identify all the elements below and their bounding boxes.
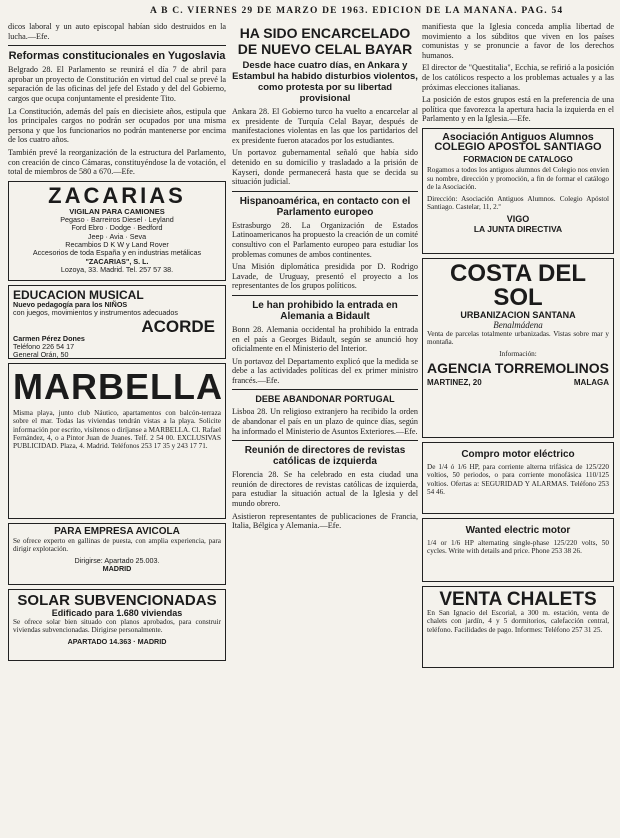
costa-address-row <box>427 378 609 387</box>
article-reformas-p2: La Constitución, además del país en diecisiete años, estipula que los principales cargos no podrán ser ocupados por una misma persona y que los funcionarios no podrán mantenerse por encima de los cuatro años. <box>8 106 226 145</box>
ad-wanted-motor <box>422 518 614 582</box>
solar-text: Se ofrece solar bien situado con planos aprobados, para construir viviendas subvencionadas. Dirigirse personalmente. <box>13 617 221 635</box>
marbella-name: MARBELLA <box>13 365 223 407</box>
educacion-phone: Teléfono 226 54 17 <box>13 341 75 351</box>
costa-sub: URBANIZACION SANTANA <box>460 309 576 320</box>
article-hispano-p2: Una Misión diplomática presidida por D. Rodrigo Lavade, de Uruguay, presentó el proyecto a los representantes de los grupos políticos. <box>232 262 418 291</box>
costa-text: Venta de parcelas totalmente urbanizadas. Vistas sobre mar y montaña. <box>427 329 609 347</box>
asociacion-text: Rogamos a todos los antiguos alumnos del Colegio nos envíen su nombre, dirección y promoción, a fin de formar el catálogo de la Asociación. <box>427 166 609 192</box>
column-center <box>232 22 418 834</box>
headline-bidault: Le han prohibido la entrada en Alemania a Bidault <box>252 299 398 322</box>
divider <box>232 295 418 296</box>
headline-main: HA SIDO ENCARCELADO DE NUEVO CELAL BAYAR <box>237 25 413 57</box>
zacarias-line: Pegaso · Barreiros Diesel · Leyland <box>60 214 174 224</box>
costa-place: Benalmádena <box>493 319 543 330</box>
ad-asociacion <box>422 128 614 254</box>
top-fragment: dicos laboral y un auto episcopal habían sido destruidos en la lucha.—Efe. <box>8 22 226 41</box>
educacion-brand: ACORDE <box>141 316 215 336</box>
headline-portugal: DEBE ABANDONAR PORTUGAL <box>255 394 395 405</box>
wanted-title: Wanted electric motor <box>465 524 571 536</box>
educacion-line2: con juegos, movimientos y instrumentos adecuados <box>13 308 179 318</box>
deck-main: Desde hace cuatro días, en Ankara y Estambul ha habido disturbios violentos, como protesta por su libertad provisional <box>232 60 418 104</box>
costa-agency: AGENCIA TORREMOLINOS <box>427 360 610 377</box>
costa-city: MALAGA <box>573 378 609 388</box>
ad-avicola <box>8 523 226 585</box>
headline-hispanoamerica: Hispanoamérica, en contacto con el Parlamento europeo <box>239 195 411 218</box>
article-top-p2: El director de "Questitalia", Ecchia, se refirió a la posición de los católicos respecto a los problemas actuales y a las próximas elecciones italianas. <box>422 63 614 92</box>
article-portugal-p1: Lisboa 28. Un religioso extranjero ha recibido la orden de abandonar el país en un plazo de quince días, según ha informado el Ministerio de Asuntos Exteriores.—Efe. <box>232 407 418 436</box>
article-hispano-p1: Estrasburgo 28. La Organización de Estados Latinoamericanos ha propuesto la creación de un comité consultivo con el Parlamento europeo para estudiar los problemas comunes de ambos continentes. <box>232 220 418 259</box>
divider <box>232 440 418 441</box>
costa-addr: MARTINEZ, 20 <box>427 378 482 388</box>
solar-footer: APARTADO 14.363 · MADRID <box>67 636 167 646</box>
article-reformas-p3: También prevé la reorganización de la estructura del Parlamento, con creación de cinco Cámaras, constituyéndose la de votación, el total de miembros de 580 a 670.—Efe. <box>8 147 226 177</box>
chalets-text: En San Ignacio del Escorial, a 300 m. estación, venta de chalets con jardín, 4 y 5 dormitorios, calefacción central, teléfono. Facilidades de pago. Informes: Teléfono 257 31 25. <box>427 608 609 634</box>
article-bidault-p2: Un portavoz del Departamento explicó que la medida se debe a las actividades políticas del ex primer ministro francés.—Efe. <box>232 356 418 385</box>
divider <box>232 389 418 390</box>
solar-sub: Edificado para 1.680 viviendas <box>51 607 183 618</box>
compro-text: De 1/4 ó 1/6 HP, para corriente alterna trifásica de 125/220 voltios, 50 periodos, o para corriente monofásica 110/125 voltios. Ofertas a: SEGURIDAD Y ALARMAS. Teléfono 253 54 46. <box>427 462 609 497</box>
zacarias-name: ZACARIAS <box>48 182 186 208</box>
wanted-text: 1/4 or 1/6 HP alternating single-phase 125/220 volts, 50 cycles. Write with details and price. Phone 253 38 26. <box>427 538 609 556</box>
zacarias-company: "ZACARIAS", S. L. <box>85 256 149 266</box>
costa-info: Información: <box>499 349 537 358</box>
avicola-contact: Dirigirse: Apartado 25.003. <box>74 555 160 565</box>
ad-zacarias <box>8 181 226 281</box>
avicola-title: PARA EMPRESA AVICOLA <box>54 525 180 537</box>
avicola-city: MADRID <box>102 563 132 573</box>
costa-title: COSTA DEL SOL <box>450 259 586 311</box>
article-reunion-p1: Florencia 28. Se ha celebrado en esta ciudad una reunión de directores de revistas católicas de izquierda, para estudiar la situación actual de la Iglesia y del mundo obrero. <box>232 470 418 509</box>
zacarias-sub: VIGILAN PARA CAMIONES <box>69 206 165 216</box>
ad-compro-motor <box>422 442 614 514</box>
column-right <box>422 22 614 834</box>
compro-title: Compro motor eléctrico <box>461 448 575 460</box>
asociacion-dir: Dirección: Asociación Antiguos Alumnos. Colegio Apóstol Santiago. Castelar, 11, 2.º <box>427 194 609 212</box>
avicola-text: Se ofrece experto en gallinas de puesta, con amplia experiencia, para dirigir explotación. <box>13 536 221 554</box>
asociacion-sign: LA JUNTA DIRECTIVA <box>473 224 563 235</box>
ad-costa-del-sol <box>422 258 614 438</box>
article-main-p2: Un portavoz gubernamental señaló que había sido detenido en su domicilio y trasladado a la prisión de Kayseri, donde permanecerá hasta que se decida su situación judicial. <box>232 148 418 187</box>
ad-solar <box>8 589 226 661</box>
article-top-p3: La posición de estos grupos está en la preferencia de una política que favorezca la apertura hacia la izquierda en el Parlamento y en la Iglesia.—Efe. <box>422 95 614 124</box>
ad-educacion-musical <box>8 285 226 359</box>
chalets-title: VENTA CHALETS <box>439 588 597 610</box>
marbella-text: Misma playa, junto club Náutico, apartamentos con balcón-terraza sobre el mar. Todas las viviendas tendrán vistas a la playa. Solicite información por escrito, visítenos o diríjanse a MARBELLA. Cl. Rafael Fernández, 4, o a Pintor Juan de Juanes. Telf. 2 54 00. EXCLUSIVAS PUBLICIDAD. Plaza, 4. Madrid. Teléfonos 253 17 35 y 243 17 71. <box>13 408 221 451</box>
divider <box>232 191 418 192</box>
column-left <box>8 22 226 834</box>
masthead: A B C. VIERNES 29 DE MARZO DE 1963. EDICION DE LA MAÑANA. PAG. 54 <box>150 6 564 16</box>
educacion-address: General Orán, 50 <box>13 350 69 360</box>
asociacion-title2: COLEGIO APOSTOL SANTIAGO <box>434 141 602 154</box>
zacarias-line: Jeep · Avia · Seva <box>87 231 147 241</box>
zacarias-line: Recambios D K W y Land Rover <box>65 239 169 249</box>
zacarias-address: Lozoya, 33. Madrid. Tel. 257 57 38. <box>60 265 174 275</box>
ad-marbella <box>8 363 226 519</box>
article-top-p1: manifiesta que la Iglesia conceda amplia libertad de movimiento a los súbditos que viven en los países comunistas y se pronuncie a favor de los derechos humanos. <box>422 22 614 60</box>
asociacion-title1: Asociación Antiguos Alumnos <box>442 130 594 143</box>
asociacion-city: VIGO <box>506 214 530 225</box>
headline-reformas: Reformas constitucionales en Yugoslavia <box>8 50 226 63</box>
zacarias-line: Ford Ebro · Dodge · Bedford <box>71 223 163 233</box>
ad-venta-chalets <box>422 586 614 668</box>
educacion-title: EDUCACION MUSICAL <box>13 287 144 302</box>
article-main-p1: Ankara 28. El Gobierno turco ha vuelto a encarcelar al ex presidente de Turquía Celal Bayar, después de manifestaciones violentas en las que los partidarios del ex presidente fueron atacados por los estudiantes. <box>232 107 418 145</box>
educacion-name: Carmen Pérez Dones <box>13 333 85 343</box>
solar-title: SOLAR SUBVENCIONADAS <box>17 591 217 609</box>
article-bidault-p1: Bonn 28. Alemania occidental ha prohibido la entrada en el país a Georges Bidault, según se anunció hoy oficialmente en el Ministerio del Interior. <box>232 324 418 354</box>
educacion-line: Nuevo pedagogía para los NIÑOS <box>13 299 128 309</box>
article-reunion-p2: Asistieron representantes de publicaciones de Francia, Italia, Bélgica y Alemania.—Efe. <box>232 511 418 531</box>
asociacion-sub: FORMACION DE CATALOGO <box>463 155 573 165</box>
divider <box>8 45 226 46</box>
headline-reunion: Reunión de directores de revistas católicas de izquierda <box>244 445 406 468</box>
zacarias-line: Accesorios de toda España y en industrias metálicas <box>32 248 202 258</box>
article-reformas-p1: Belgrado 28. El Parlamento se reunirá el día 7 de abril para aprobar un proyecto de Constitución en virtud del cual se prevé la separación de las oficinas del jefe del Estado y del del Gobierno, cargos que ocupa conjuntamente el presidente Tito. <box>8 65 226 103</box>
